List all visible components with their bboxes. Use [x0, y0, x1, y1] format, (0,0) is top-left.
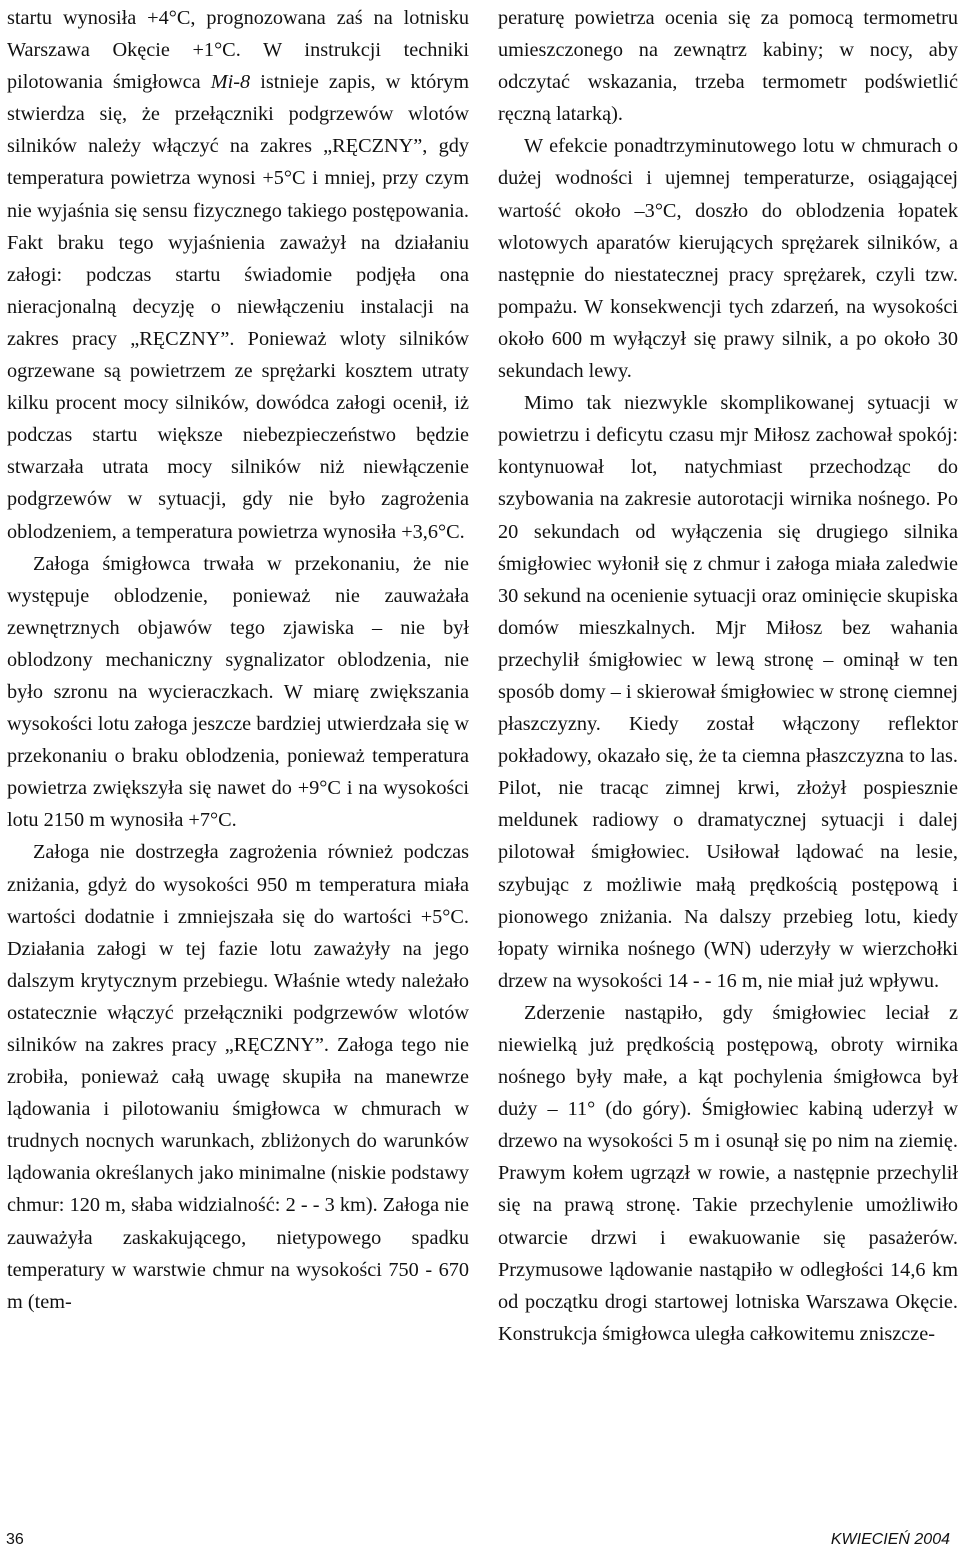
left-paragraph-1-text-b: istnieje zapis, w którym stwierdza się, że przełączniki podgrzewów wlotów silników należy włączyć na zakres „RĘCZNY”, gdy temperatura powietrza wynosi +5°C i mniej, przy czym nie wyjaśnia się sensu fizycznego takiego postępowania. Fakt braku tego wyjaśnienia zaważył na działaniu załogi: podczas startu świadomie podjęła ona nieracjonalną decyzję o niewłączeniu instalacji na zakres pracy „RĘCZNY”. Ponieważ wloty silników ogrzewane są powietrzem ze sprężarki kosztem utraty kilku procent mocy silników, dowódca załogi ocenił, iż podczas startu większe niebezpieczeństwo będzie stwarzała utrata mocy silników niż niewłączenie podgrzewów w sytuacji, gdy nie było zagrożenia oblodzeniem, a temperatura powietrza wynosiła +3,6°C.: [7, 71, 469, 543]
helicopter-model: Mi-8: [210, 71, 251, 94]
left-paragraph-3: Załoga nie dostrzegła zagrożenia również podczas zniżania, gdyż do wysokości 950 m temperatura miała wartości dodatnie i zmniejszała się do wartości +5°C. Działania załogi w tej fazie lotu zaważyły na jego dalszym krytycznym przebiegu. Właśnie wtedy należało ostatecznie włączyć przełączniki podgrzewów wlotów silników na zakres pracy „RĘCZNY”. Załoga tego nie zrobiła, ponieważ całą uwagę skupiła na manewrze lądowania i pilotowaniu śmigłowca w chmurach w trudnych nocnych warunkach, zbliżonych do warunków lądowania określanych jako minimalne (niskie podstawy chmur: 120 m, słaba widzialność: 2 - - 3 km). Załoga nie zauważyła zaskakującego, nietypowego spadku temperatury w warstwie chmur na wysokości 750 - 670 m (tem-: [7, 841, 469, 1313]
left-paragraph-1: [7, 2, 469, 548]
issue-date: KWIECIEŃ 2004: [830, 1531, 950, 1548]
left-paragraph-1-text-a: startu wynosiła +4°C, prognozowana zaś na lotnisku Warszawa Okęcie +1°C. W instrukcji techniki pilotowania śmigłowca: [7, 7, 469, 94]
right-paragraph-1: peraturę powietrza ocenia się za pomocą termometru umieszczonego na zewnątrz kabiny; w nocy, aby odczytać wskazania, trzeba termometr podświetlić ręczną latarką).: [498, 7, 958, 126]
page-number: 36: [6, 1531, 24, 1548]
right-column: [498, 2, 958, 1350]
right-paragraph-2: W efekcie ponadtrzyminutowego lotu w chmurach o dużej wodności i ujemnej temperaturze, osiągającej wartość około –3°C, doszło do oblodzenia łopatek wlotowych aparatów kierujących sprężarek silników, a następnie do niestatecznej pracy sprężarek, czyli tzw. pompażu. W konsekwencji tych zdarzeń, na wysokości około 600 m wyłączył się prawy silnik, a po około 30 sekundach lewy.: [498, 135, 958, 383]
left-paragraph-2: Załoga śmigłowca trwała w przekonaniu, że nie występuje oblodzenie, ponieważ nie zauważała zewnętrznych objawów tego zjawiska – nie był oblodzony mechaniczny sygnalizator oblodzenia, nie było szronu na wycieraczkach. W miarę zwiększania wysokości lotu załoga jeszcze bardziej utwierdzała się w przekonaniu o braku oblodzenia, ponieważ temperatura powietrza zwiększyła się nawet do +9°C i na wysokości lotu 2150 m wynosiła +7°C.: [7, 552, 469, 832]
left-column: [7, 2, 469, 1318]
right-paragraph-3: Mimo tak niezwykle skomplikowanej sytuacji w powietrzu i deficytu czasu mjr Miłosz zachował spokój: kontynuował lot, natychmiast przechodząc do szybowania na zakresie autorotacji wirnika nośnego. Po 20 sekundach od wyłączenia się drugiego silnika śmigłowiec wyłonił się z chmur i załoga miała zaledwie 30 sekund na ocenienie sytuacji oraz ominięcie skupiska domów mieszkalnych. Mjr Miłosz bez wahania przechylił śmigłowiec w lewą stronę – ominął w ten sposób domy – i skierował śmigłowiec w stronę ciemnej płaszczyzny. Kiedy został włączony reflektor pokładowy, okazało się, że ta ciemna płaszczyzna to las. Pilot, nie tracąc zimnej krwi, złożył pospiesznie meldunek radiowy o dramatycznej sytuacji i dalej pilotował śmigłowiec. Usiłował lądować na lesie, szybując z możliwie małą prędkością postępową i pionowego zniżania. Na dalszy przebieg lotu, kiedy łopaty wirnika nośnego (WN) uderzyły w wierzchołki drzew na wysokości 14 - - 16 m, nie miał już wpływu.: [498, 392, 958, 992]
right-paragraph-4: Zderzenie nastąpiło, gdy śmigłowiec leciał z niewielką już prędkością postępową, obroty wirnika nośnego były małe, a kąt pochylenia śmigłowca był duży – 11° (do góry). Śmigłowiec kabiną uderzył w drzewo na wysokości 5 m i osunął się po nim na ziemię. Prawym kołem ugrzązł w rowie, a następnie przechylił się na prawą stronę. Takie przechylenie umożliwiło otwarcie drzwi i ewakuowanie się pasażerów. Przymusowe lądowanie nastąpiło w odległości 14,6 km od początku drogi startowej lotniska Warszawa Okęcie. Konstrukcja śmigłowca uległa całkowitemu zniszcze-: [498, 1001, 958, 1345]
